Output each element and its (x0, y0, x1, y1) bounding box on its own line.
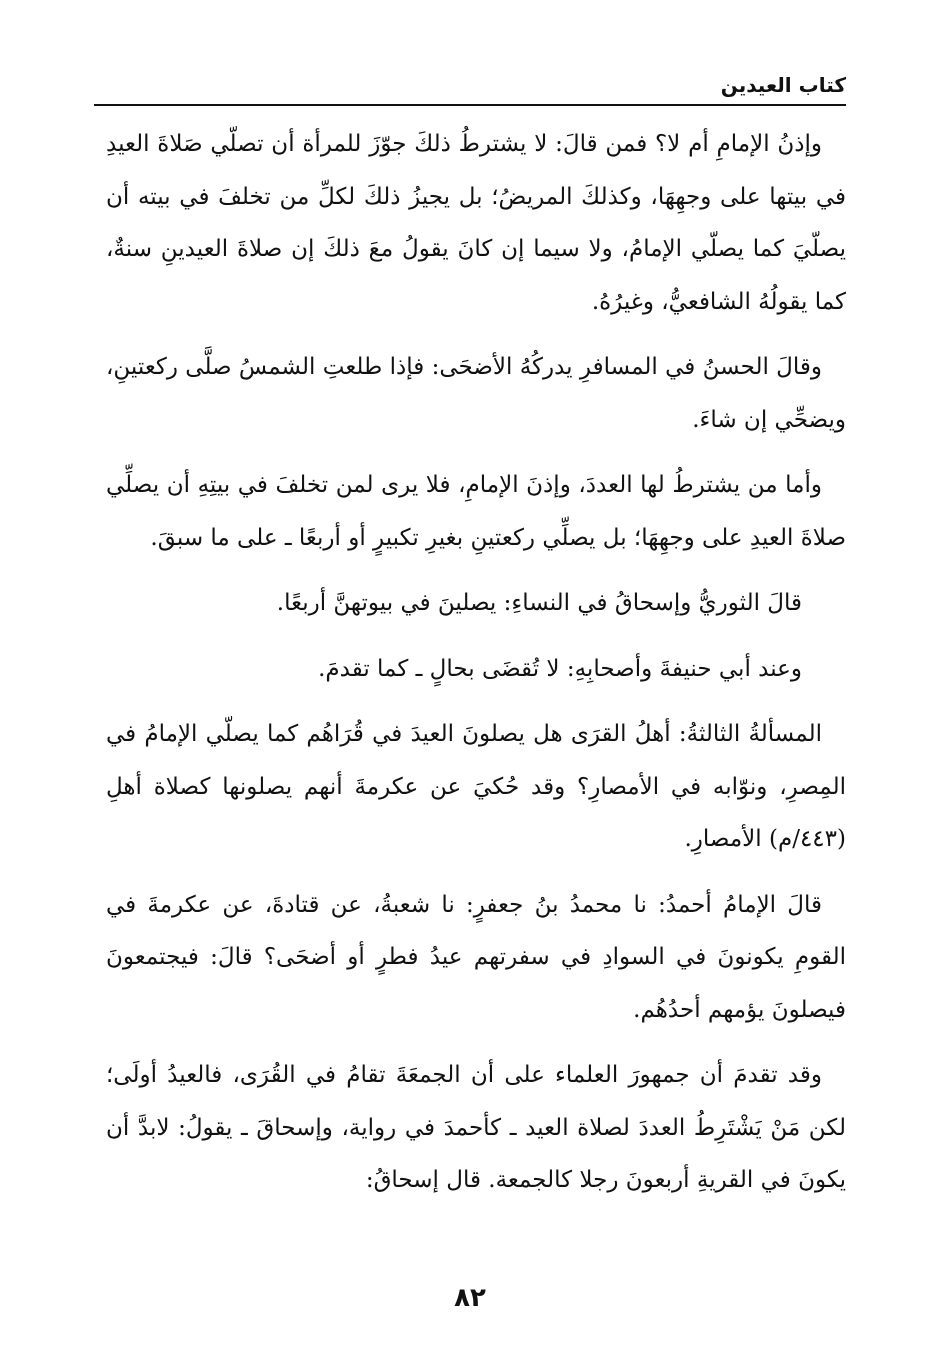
paragraph: قالَ الإمامُ أحمدُ: نا محمدُ بنُ جعفرٍ: نا شعبةُ، عن قتادةَ، عن عكرمةَ في القومِ يكونونَ في السوادِ في سفرتهم عيدُ فطرٍ أو أضحَى؟ قالَ: فيجتمعونَ فيصلونَ يؤمهم أحدُهُم. (106, 891, 846, 1023)
running-title: كتاب العيدين (720, 73, 846, 97)
paragraph: المسألةُ الثالثةُ: أهلُ القرَى هل يصلونَ العيدَ في قُرَاهُم كما يصلّي الإمامُ في المِصرِ، ونوّابه في الأمصارِ؟ وقد حُكيَ عن عكرمةَ أنهم يصلونها كصلاة أهلِ (٤٤٣/م) الأمصارِ. (106, 721, 846, 852)
paragraph: وقالَ الحسنُ في المسافرِ يدركُهُ الأضحَى: فإذا طلعتِ الشمسُ صلَّى ركعتينِ، ويضحِّي إن شاءَ. (106, 354, 846, 433)
paragraph: قالَ الثوريُّ وإسحاقُ في النساءِ: يصلينَ في بيوتهنَّ أربعًا. (276, 590, 802, 616)
page-number: ٨٢ (454, 1283, 486, 1313)
paragraph: وإذنُ الإمامِ أم لا؟ فمن قالَ: لا يشترطُ ذلكَ جوّزَ للمرأة أن تصلّي صَلاةَ العيدِ في بيتها على وجهِهَا، وكذلكَ المريضُ؛ بل يجيزُ ذلكَ لكلِّ من تخلفَ في بيته أن يصلّيَ كما يصلّي الإمامُ، ولا سيما إن كانَ يقولُ معَ ذلكَ إن صلاةَ العيدينِ سنةٌ، كما يقولُهُ الشافعيُّ، وغيرُهُ. (106, 131, 846, 315)
paragraph: وقد تقدمَ أن جمهورَ العلماء على أن الجمعَةَ تقامُ في القُرَى، فالعيدُ أولَى؛ لكن مَنْ يَشْتَرِطُ العددَ لصلاة العيد ـ كأحمدَ في رواية، وإسحاقَ ـ يقولُ: لابدَّ أن يكونَ في القريةِ أربعونَ رجلا كالجمعة. قال إسحاقُ: (106, 1062, 846, 1193)
paragraph: وأما من يشترطُ لها العددَ، وإذنَ الإمامِ، فلا يرى لمن تخلفَ في بيتِهِ أن يصلِّي صلاةَ العيدِ على وجهِهَا؛ بل يصلِّي ركعتينِ بغيرِ تكبيرٍ أو أربعًا ـ على ما سبقَ. (106, 472, 846, 551)
running-header (94, 70, 846, 106)
body-text (106, 118, 846, 1220)
paragraph: وعند أبي حنيفةَ وأصحابِهِ: لا تُقضَى بحالٍ ـ كما تقدمَ. (318, 655, 802, 682)
